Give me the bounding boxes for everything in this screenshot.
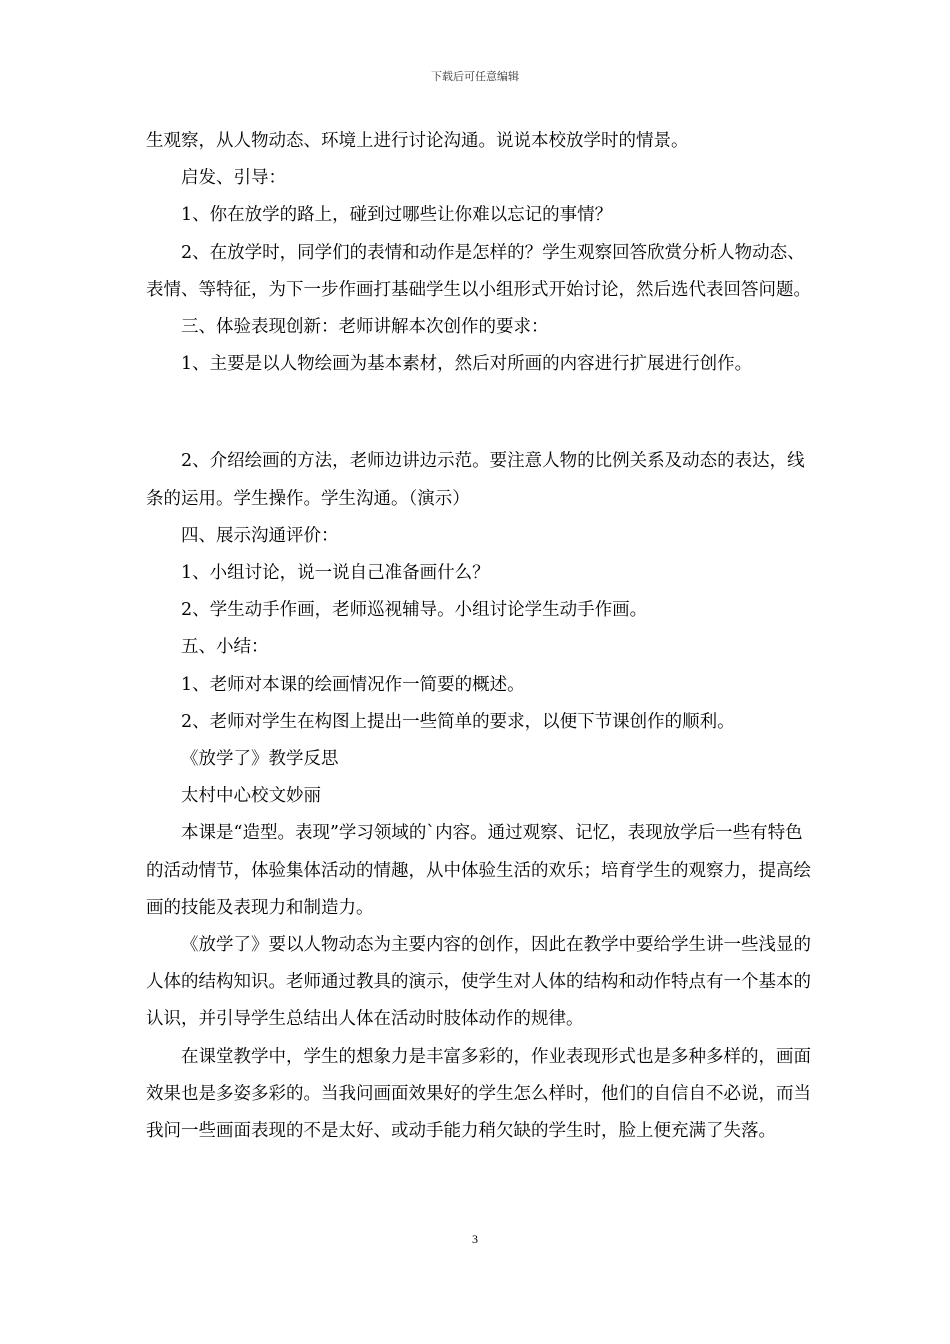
paragraph: 1、老师对本课的绘画情况作一简要的概述。 (181, 674, 525, 695)
paragraph: 2、学生动手作画，老师巡视辅导。小组讨论学生动手作画。 (181, 600, 648, 621)
author-line: 太村中心校文妙丽 (181, 786, 321, 807)
paragraph: 启发、引导： (181, 168, 286, 189)
paragraph: 2、在放学时，同学们的表情和动作是怎样的？学生观察回答欣赏分析人物动态、表情、等特征，为下一步作画打基础学生以小组形式开始讨论，然后选代表回答问题。 (146, 242, 811, 300)
paragraph: 在课堂教学中，学生的想象力是丰富多彩的，作业表现形式也是多种多样的，画面效果也是多姿多彩的。当我问画面效果好的学生怎么样时，他们的自信自不必说，而当我问一些画面表现的不是太好、或动手能力稍欠缺的学生时，脸上便充满了失落。 (146, 1046, 811, 1142)
blank-gap (146, 383, 818, 443)
paragraph: 《放学了》要以人物动态为主要内容的创作，因此在教学中要给学生讲一些浅显的人体的结构知识。老师通过教具的演示，使学生对人体的结构和动作特点有一个基本的认识，并引导学生总结出人体在活动时肢体动作的规律。 (146, 935, 811, 1030)
document-body (146, 123, 818, 1150)
paragraph: 1、你在放学的路上，碰到过哪些让你难以忘记的事情？ (181, 205, 613, 226)
paragraph: 1、小组讨论，说一说自己准备画什么？ (181, 563, 490, 584)
paragraph: 本课是“造型。表现”学习领域的`内容。通过观察、记忆，表现放学后一些有特色的活动情节，体验集体活动的情趣，从中体验生活的欢乐；培育学生的观察力，提高绘画的技能及表现力和制造力。 (146, 823, 811, 918)
paragraph: 2、老师对学生在构图上提出一些简单的要求，以便下节课创作的顺利。 (181, 711, 735, 732)
page-header: 下载后可任意编辑 (431, 70, 519, 83)
paragraph: 生观察，从人物动态、环境上进行讨论沟通。说说本校放学时的情景。 (146, 131, 689, 151)
reflection-title: 《放学了》教学反思 (181, 749, 339, 770)
section-heading: 三、体验表现创新：老师讲解本次创作的要求： (181, 317, 549, 338)
section-heading: 五、小结： (181, 637, 269, 658)
page-number: 3 (472, 1232, 478, 1246)
section-heading: 四、展示沟通评价： (181, 525, 339, 546)
paragraph: 2、介绍绘画的方法，老师边讲边示范。要注意人物的比例关系及动态的表达，线条的运用。学生操作。学生沟通。（演示） (146, 451, 805, 509)
paragraph: 1、主要是以人物绘画为基本素材，然后对所画的内容进行扩展进行创作。 (181, 354, 753, 375)
